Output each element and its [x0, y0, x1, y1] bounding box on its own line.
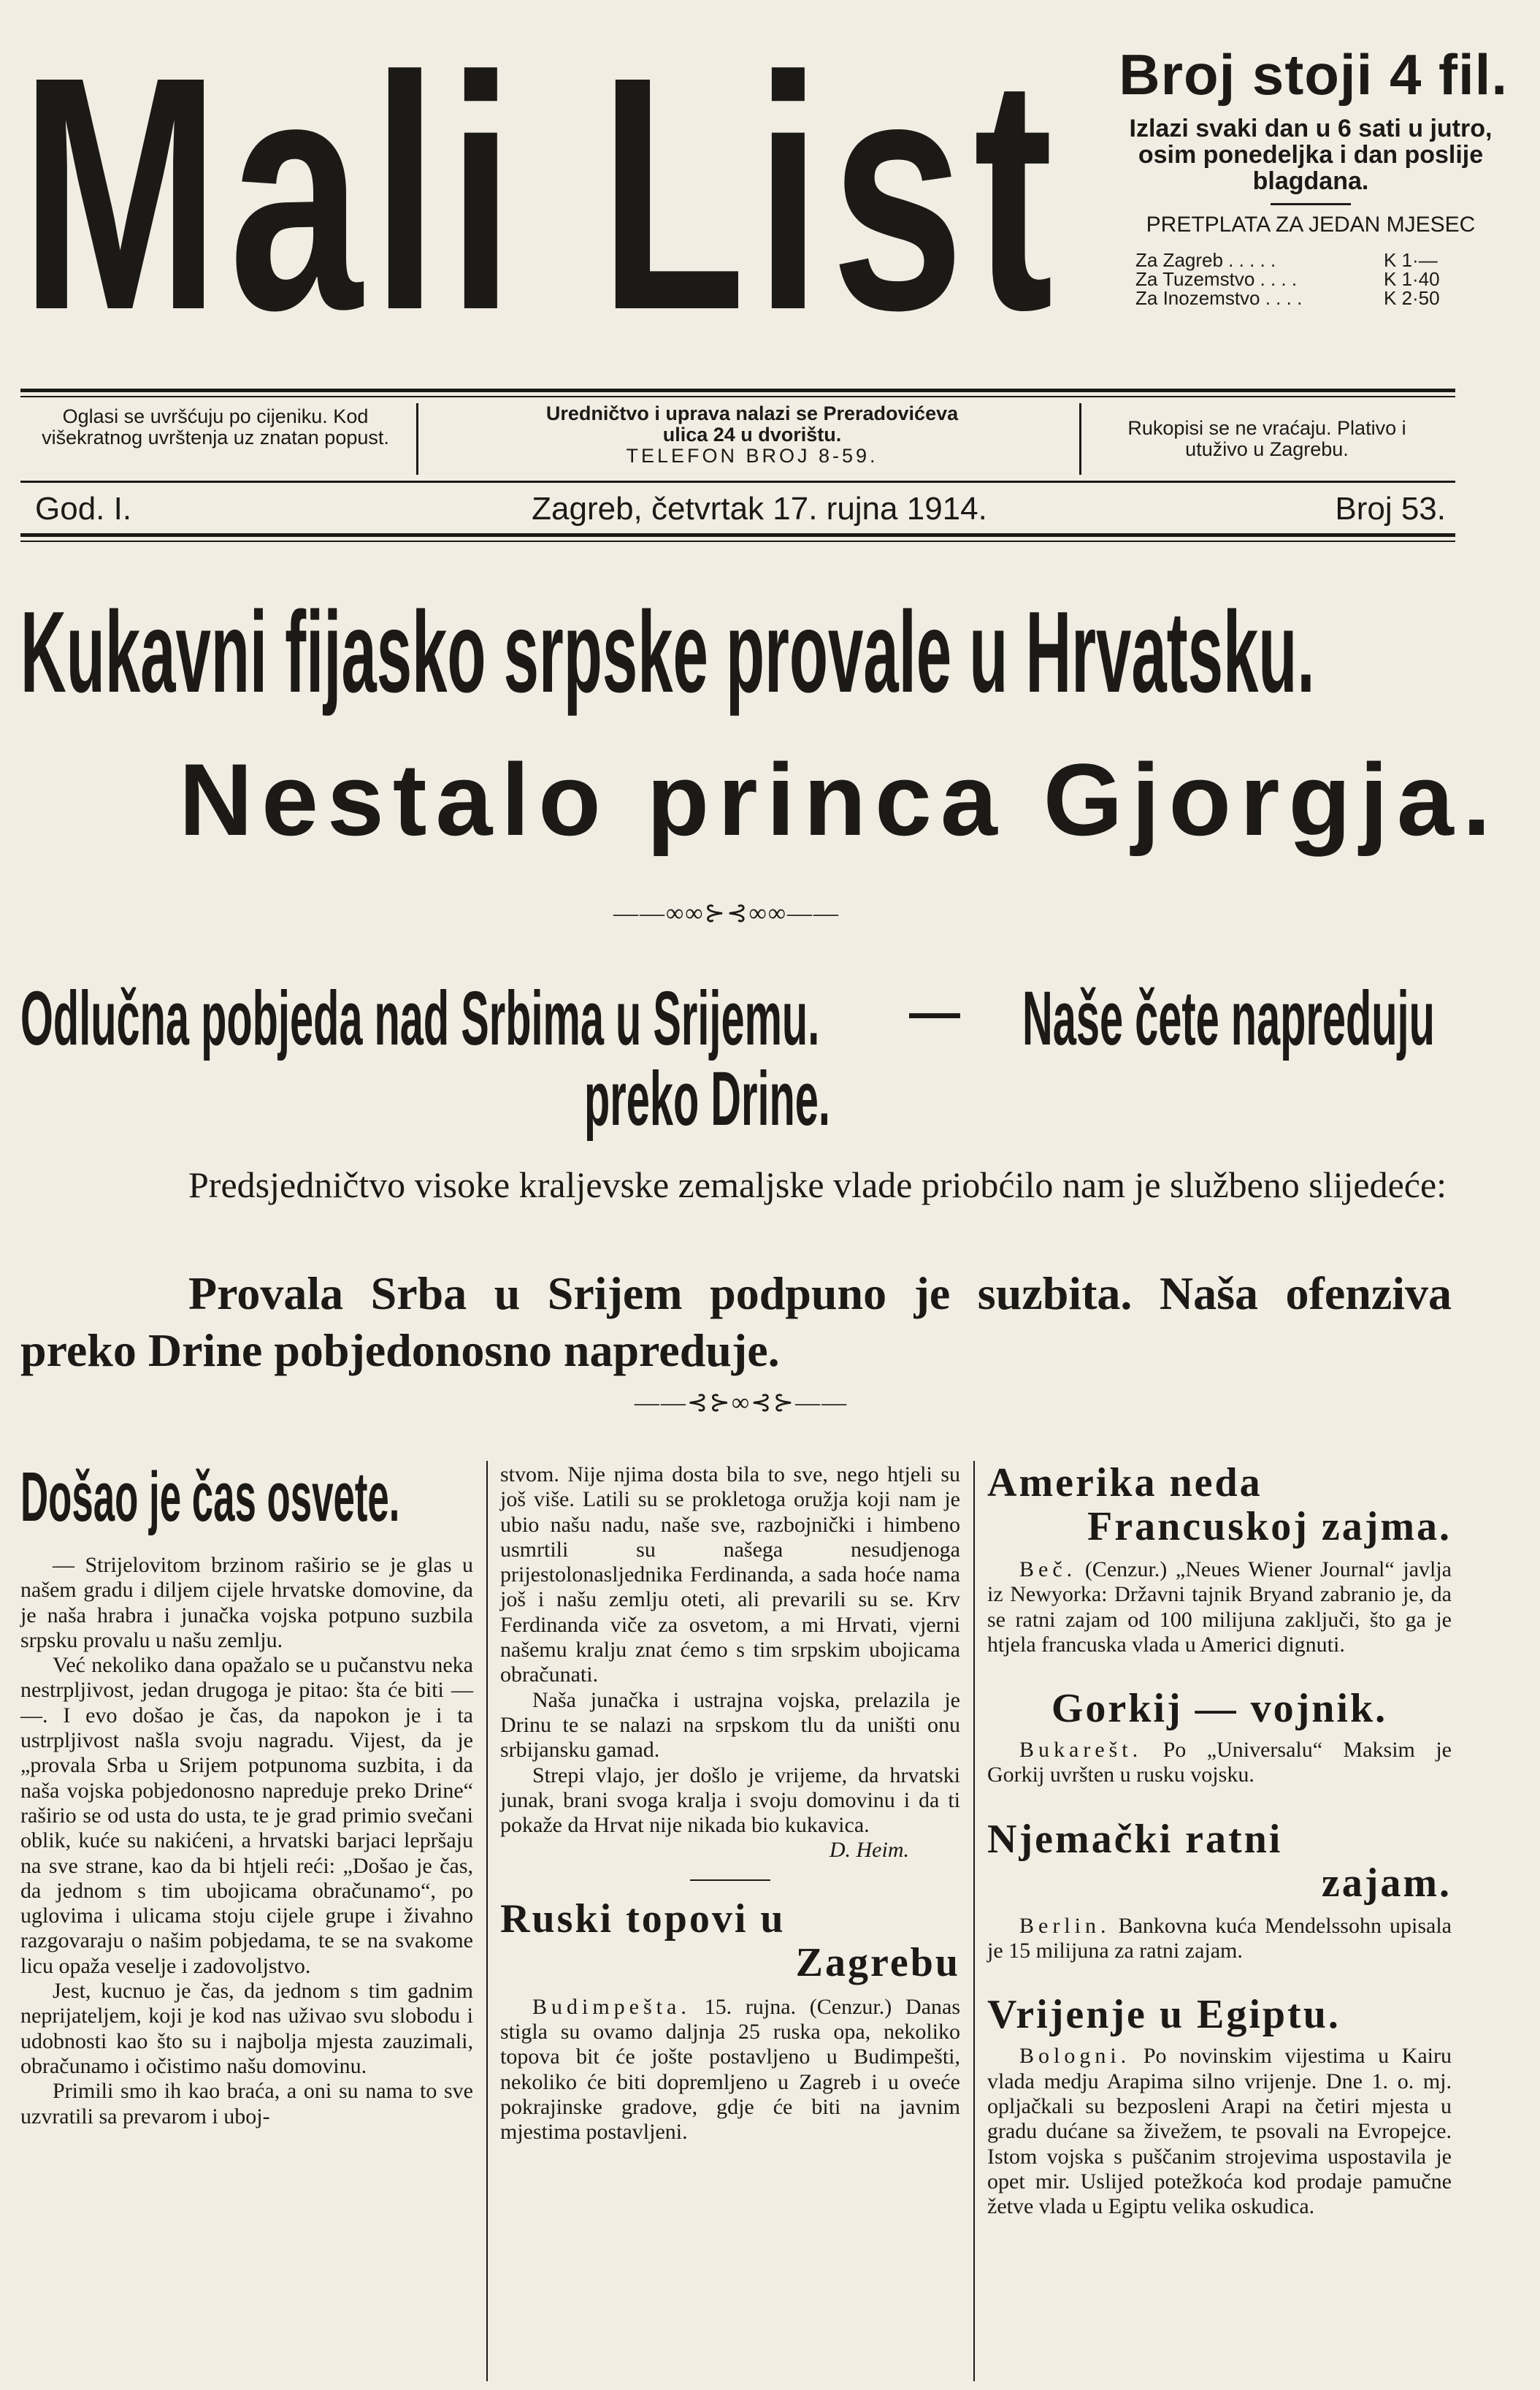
column-divider — [486, 1461, 488, 2381]
article-column-2 — [500, 1462, 960, 2145]
article-paragraph: stvom. Nije njima dosta bila to sve, nego htjeli su još više. Latili su se prokletoga oružja koji nam je ubio našu nadu, naše sve, razbojnički i himbeno usmrtili su našega nesudjenoga prijestolonasljednika Ferdinanda, a sada hoće nama još i našu zemlju oteti, ali prevarili su se. Krv Ferdinanda viče za osvetom, a mi Hrvati, vjerni našemu kralju znat ćemo s tim srpskim ubojicama obračunati. — [500, 1462, 960, 1687]
article-paragraph: Budimpešta. 15. rujna. (Cenzur.) Danas stigla su ovamo daljnja 25 ruska opa, nekoliko topova bit će jošte postavljeno u Budimpešti, nekoliko će biti dopremljeno u Zagreb i u oveće pokrajinske gradove, gdje će biti na javnim mjestima postavljeni. — [500, 1994, 960, 2145]
column-divider — [1079, 403, 1081, 475]
article-paragraph: Bukarešt. Po „Universalu“ Maksim je Gorkij uvršten u rusku vojsku. — [987, 1738, 1452, 1787]
official-statement: Provala Srba u Srijem podpuno je suzbita. Naša ofenziva preko Drine pobjedonosno napreduje. — [20, 1267, 1452, 1376]
subscription-row: Za Tuzemstvo . . . . K 1·40 — [1135, 268, 1440, 290]
article-paragraph: Berlin. Bankovna kuća Mendelssohn upisala je 15 milijuna za ratni zajam. — [987, 1913, 1452, 1963]
short-rule — [1271, 203, 1351, 205]
article-paragraph: — Strijelovitom brzinom raširio se je glas u našem gradu i diljem cijele hrvatske domovine, da je naša hrabra i junačka vojska potpuno suzbila srpsku provalu u našu zemlju. — [20, 1553, 473, 1652]
subscription-heading: PRETPLATA ZA JEDAN MJESEC — [1146, 213, 1476, 237]
article-column-1 — [20, 1458, 473, 2129]
article-paragraph: Strepi vlajo, jer došlo je vrijeme, da hrvatski junak, brani svoga kralja i svoju domovinu i da ti pokaže da Hrvat nije nikada bio kukavica. — [500, 1763, 960, 1838]
masthead-rule-thin — [20, 396, 1455, 397]
issue-number: Broj 53. — [1335, 491, 1446, 527]
signature: D. Heim. — [829, 1838, 909, 1863]
article-paragraph: Bologni. Po novinskim vijestima u Kairu vlada medju Arapima silno vrijenje. Dne 1. o. mj. opljačkali su bezposleni Arapi na četiri mjesta u gradu dućane sa živežem, te psovali na Evropejce. Istom vojska s puščanim strojevima uspostavila je opet mir. Uslijed potežkoća kod prodaje pamučne žetve vlada u Egiptu velika oskudica. — [987, 2044, 1452, 2219]
lead-paragraph: Predsjedničtvo visoke kraljevske zemaljske vlade priobćilo nam je službeno slijedeće: — [188, 1164, 1447, 1205]
article-paragraph: Beč. (Cenzur.) „Neues Wiener Journal“ javlja iz Newyorka: Državni tajnik Bryand zabranio je, da se ratni zajam od 100 milijuna zaključi, što ga je htjela francuska vlada u Americi dignuti. — [987, 1557, 1452, 1657]
manuscript-notice: Rukopisi se ne vraćaju. Plativo i utuživo u Zagrebu. — [1127, 417, 1406, 460]
subscription-row: Za Inozemstvo . . . . K 2·50 — [1135, 287, 1440, 309]
article-title: Zagrebu — [795, 1939, 960, 1985]
article-title: Francuskoj zajma. — [1087, 1504, 1452, 1549]
article-paragraph: Već nekoliko dana opažalo se u pučanstvu neka nestrpljivost, jedan drugoga je pitao: šta će biti — —. I evo došao je čas, da napokon je i ta ustrpljivost našla svoju nagradu. Vijest, da je „provala Srba u Srijem potpunoma suzbita, i da naša vojska pobjedonosno napreduje preko Drine“ raširio se od usta do usta, te je grad primio svečani oblik, kuće su nakićeni, a hrvatski barjaci lepršaju na sve strane, kao da bi htjeli reći: „Došao je čas, da jednom s tim ubojicama obračunamo“, po uglovima i ulicama stoju cijele grupe i živahno razgovaraju o našim pobjedama, te se na svakome licu opaža veselje i zadovoljstvo. — [20, 1653, 473, 1978]
telephone: TELEFON BROJ 8-59. — [626, 445, 878, 467]
dateline-rule-bottom-thin — [20, 541, 1455, 542]
article-title: Gorkij — vojnik. — [1051, 1686, 1388, 1732]
article-title: Došao je čas osvete. — [20, 1458, 400, 1536]
subhead-drina: preko Drine. — [584, 1056, 830, 1142]
dateline-rule-top — [20, 481, 1455, 483]
short-rule — [690, 1879, 770, 1881]
subhead-victory: Odlučna pobjeda nad Srbima u Srijemu. — [20, 976, 820, 1061]
main-headline: Kukavni fijasko srpske provale u Hrvatsku. — [20, 588, 1315, 717]
column-divider — [416, 403, 418, 475]
second-headline: Nestalo princa Gjorgja. — [179, 742, 1500, 857]
masthead-title: Mali List — [20, 8, 1063, 379]
article-title: Amerika neda — [987, 1460, 1263, 1505]
ornament-divider: ——⊰⊱∞⊰⊱—— — [634, 1389, 848, 1416]
article-paragraph: Naša junačka i ustrajna vojska, prelazila je Drinu te se nalazi na srpskom tlu da uništi onu srbijansku gamad. — [500, 1687, 960, 1763]
issue-schedule: Izlazi svaki dan u 6 sati u jutro, osim ponedeljka i dan poslije blagdana. — [1129, 115, 1493, 195]
ornament-divider: ——∞∞⊱⊰∞∞—— — [613, 900, 840, 927]
volume-label: God. I. — [35, 491, 132, 527]
article-paragraph: Jest, kucnuo je čas, da jednom s tim gadnim neprijateljem, koji je kod nas uživao svu slobodu i udobnosti kao što su i najbolja mjesta zauzimali, obračunamo i očistimo našu domovinu. — [20, 1979, 473, 2078]
column-divider — [973, 1461, 975, 2381]
article-title: zajam. — [1321, 1860, 1452, 1906]
subscription-row: Za Zagreb . . . . . K 1·— — [1135, 249, 1438, 271]
article-title: Vrijenje u Egiptu. — [987, 1992, 1341, 2038]
subscription-list — [1114, 251, 1508, 308]
masthead-rule — [20, 389, 1455, 392]
subhead-advance: Naše čete napreduju — [1022, 976, 1435, 1061]
ads-notice: Oglasi se uvršćuju po cijeniku. Kod višekratnog uvrštenja uz znatan popust. — [42, 405, 389, 448]
subhead-dash: — — [909, 983, 960, 1040]
dateline-date: Zagreb, četvrtak 17. rujna 1914. — [532, 491, 987, 527]
editorial-address: Uredničtvo i uprava nalazi se Preradovićeva ulica 24 u dvorištu. TELEFON BROJ 8-59. — [431, 403, 1073, 467]
masthead-info-box — [1114, 44, 1508, 308]
dateline-rule-bottom — [20, 533, 1455, 537]
article-column-3 — [987, 1461, 1452, 2219]
article-title: Ruski topovi u — [500, 1895, 786, 1942]
article-title: Njemački ratni — [987, 1816, 1283, 1862]
price-label: Broj stoji 4 fil. — [1119, 42, 1508, 107]
article-paragraph: Primili smo ih kao braća, a oni su nama to sve uzvratili sa prevarom i uboj- — [20, 2079, 473, 2129]
